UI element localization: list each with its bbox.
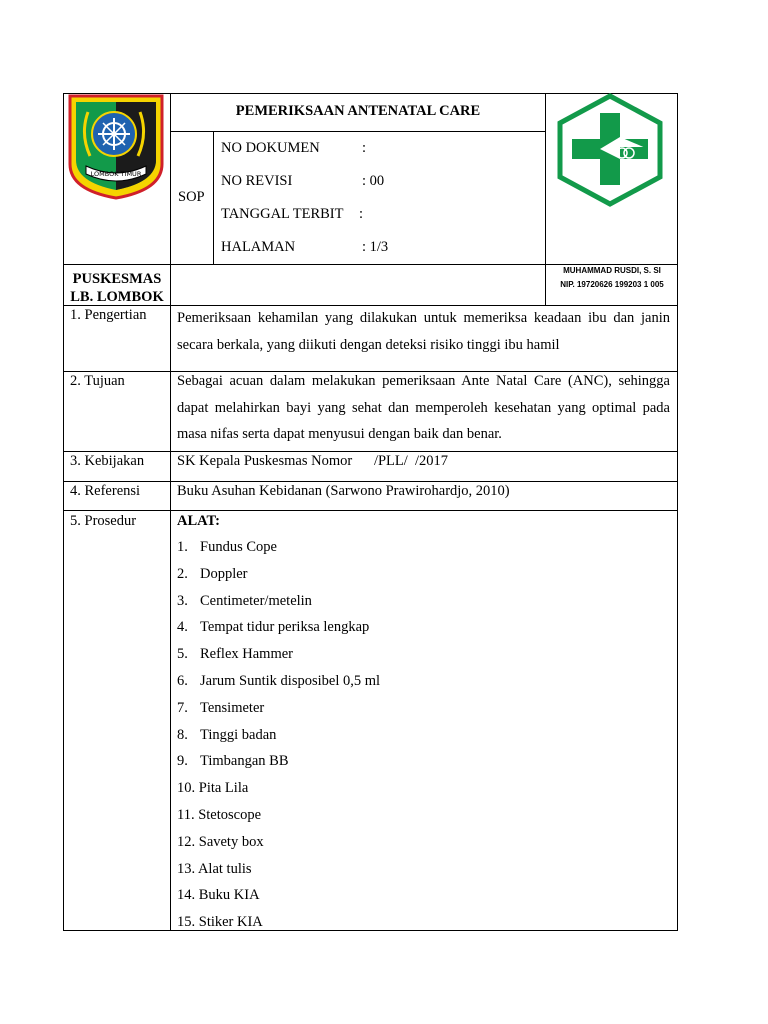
list-item (177, 807, 261, 824)
section-label-kebijakan: 3. Kebijakan (70, 453, 145, 469)
institution-line1: PUSKESMAS (72, 271, 162, 287)
list-item-number: 3. (177, 592, 188, 609)
list-item-text: 12. Savety box (177, 833, 264, 850)
table-border-bottom (63, 930, 678, 931)
list-item-number: 1. (177, 539, 188, 555)
list-item (177, 619, 369, 636)
list-item-text: Tinggi badan (200, 726, 277, 743)
list-item-text: Tempat tidur periksa lengkap (200, 619, 370, 636)
prosedur-heading: ALAT: (177, 513, 220, 529)
field-no-revisi-label: NO REVISI (221, 173, 293, 189)
col-divider-logo (545, 93, 546, 305)
list-item-text: Centimeter/metelin (200, 592, 312, 609)
signatory-name: MUHAMMAD RUSDI, S. SI (563, 266, 661, 275)
field-no-dokumen-label: NO DOKUMEN (221, 140, 320, 156)
list-item (177, 834, 264, 851)
regional-logo (66, 94, 166, 202)
col-divider-sop (213, 131, 214, 264)
list-item-text: 14. Buku KIA (177, 887, 260, 904)
list-item-text: 10. Pita Lila (177, 780, 249, 797)
table-border-left (63, 93, 64, 931)
field-no-dokumen-value: : (362, 140, 367, 156)
section-label-prosedur: 5. Prosedur (70, 513, 137, 529)
list-item (177, 539, 277, 556)
list-item-number: 6. (177, 673, 188, 689)
row-divider-title (170, 131, 546, 132)
list-item-number: 2. (177, 565, 188, 582)
col-divider-main (170, 93, 171, 931)
signatory-nip: NIP. 19720626 199203 1 005 (560, 280, 664, 289)
puskesmas-logo (556, 93, 664, 207)
field-tanggal-terbit-value: : (359, 206, 364, 222)
list-item-number: 5. (177, 646, 188, 663)
list-item-text: 13. Alat tulis (177, 860, 252, 877)
section-text-referensi: Buku Asuhan Kebidanan (Sarwono Prawirohardjo, 2010) (177, 483, 510, 499)
list-item (177, 780, 248, 797)
list-item-text: Tensimeter (200, 699, 265, 716)
section-label-pengertian: 1. Pengertian (70, 307, 147, 323)
list-item (177, 673, 380, 690)
field-halaman-label: HALAMAN (221, 239, 296, 255)
list-item-number: 4. (177, 619, 188, 636)
list-item (177, 887, 260, 904)
list-item (177, 861, 252, 878)
list-item-text: Reflex Hammer (200, 646, 294, 663)
list-item-text: Doppler (200, 565, 248, 582)
table-border-right (677, 93, 678, 931)
list-item-text: 15. Stiker KIA (177, 914, 263, 931)
list-item (177, 566, 248, 583)
list-item-text: Timbangan BB (200, 753, 289, 770)
list-item (177, 753, 289, 770)
list-item-text: Jarum Suntik disposibel 0,5 ml (200, 673, 381, 689)
section-text-pengertian: Pemeriksaan kehamilan yang dilakukan untuk memeriksa keadaan ibu dan janin secara berkala, yang diikuti dengan deteksi risiko tinggi ibu hamil (177, 310, 670, 353)
signatory (547, 264, 677, 292)
svg-text:LOMBOK TIMUR: LOMBOK TIMUR (90, 170, 142, 178)
list-item (177, 593, 312, 610)
list-item-text: Fundus Cope (200, 539, 277, 555)
list-item-number: 7. (177, 699, 188, 716)
list-item-text: 11. Stetoscope (177, 807, 262, 823)
field-halaman-value: : 1/3 (362, 239, 389, 255)
row-divider-5 (63, 510, 678, 511)
row-divider-3 (63, 451, 678, 452)
section-label-referensi: 4. Referensi (70, 483, 141, 499)
list-item (177, 914, 263, 931)
list-item (177, 646, 293, 663)
institution-line2: LB. LOMBOK (70, 289, 164, 305)
list-item (177, 727, 276, 744)
section-text-kebijakan: SK Kepala Puskesmas Nomor /PLL/ /2017 (177, 453, 449, 469)
section-text-tujuan: Sebagai acuan dalam melakukan pemeriksaan Ante Natal Care (ANC), sehingga dapat melahirkan bayi yang sehat dan memperoleh kesehatan yang optimal pada masa nifas serta dapat menyusui dengan baik dan benar. (177, 373, 670, 442)
sop-label: SOP (178, 189, 205, 205)
page-title: PEMERIKSAAN ANTENATAL CARE (235, 103, 481, 119)
list-item (177, 700, 264, 717)
field-tanggal-terbit-label: TANGGAL TERBIT (221, 206, 344, 222)
list-item-number: 8. (177, 726, 188, 743)
section-label-tujuan: 2. Tujuan (70, 373, 125, 389)
institution-name (64, 270, 170, 306)
row-divider-4 (63, 481, 678, 482)
field-no-revisi-value: : 00 (362, 173, 385, 189)
list-item-number: 9. (177, 753, 188, 770)
